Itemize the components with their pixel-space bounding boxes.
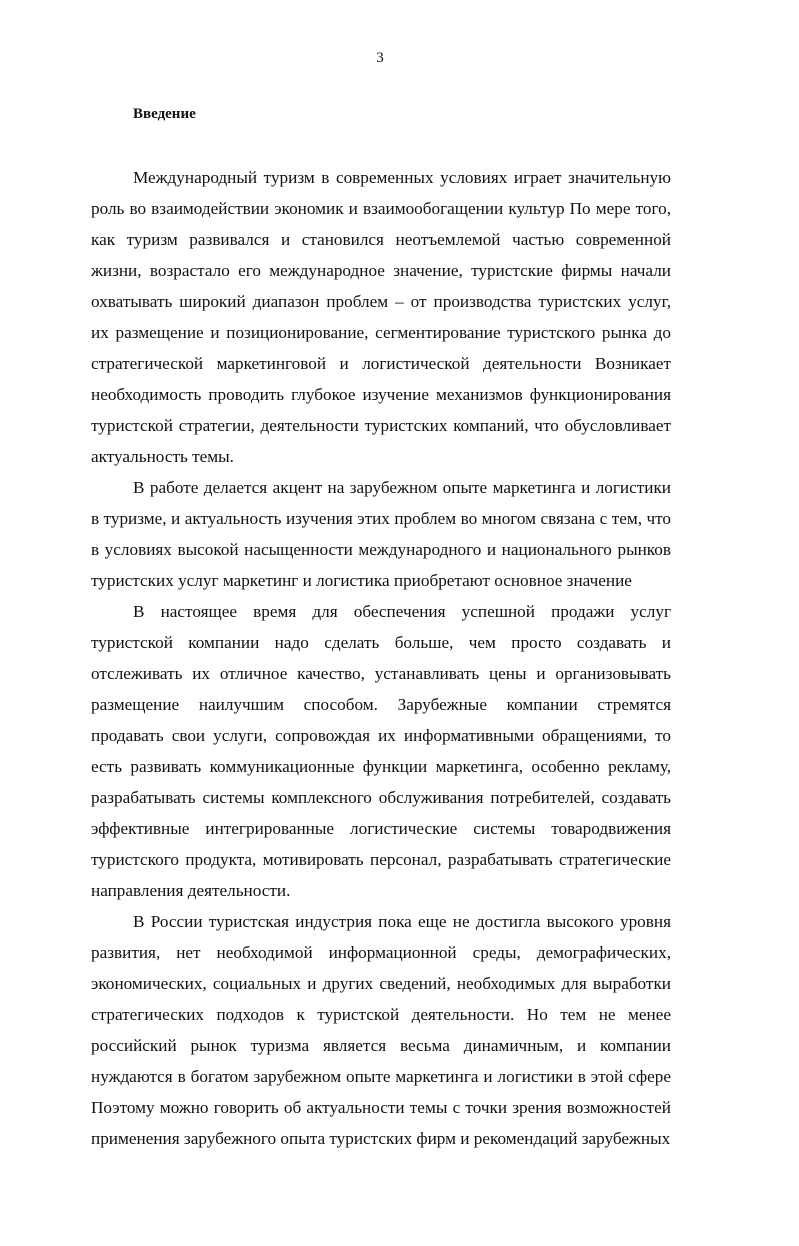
page-number: 3	[376, 50, 384, 66]
section-heading: Введение	[133, 106, 196, 122]
paragraph-2: В работе делается акцент на зарубежном опыте маркетинга и логистики в туризме, и актуальность изучения этих проблем во многом связана с тем, что в условиях высокой насыщенности международного и национального рынков туристских услуг маркетинг и логистика приобретают основное значение	[91, 478, 671, 590]
paragraph-3: В настоящее время для обеспечения успешной продажи услуг туристской компании надо сделать больше, чем просто создавать и отслеживать их отличное качество, устанавливать цены и организовывать размещение наилучшим способом. Зарубежные компании стремятся продавать свои услуги, сопровождая их информативными обращениями, то есть развивать коммуникационные функции маркетинга, особенно рекламу, разрабатывать системы комплексного обслуживания потребителей, создавать эффективные интегрированные логистические системы товародвижения туристского продукта, мотивировать персонал, разрабатывать стратегические направления деятельности.	[91, 602, 671, 900]
paragraph-4: В России туристская индустрия пока еще не достигла высокого уровня развития, нет необходимой информационной среды, демографических, экономических, социальных и других сведений, необходимых для выработки стратегических подходов к туристской деятельности. Но тем не менее российский рынок туризма является весьма динамичным, и компании нуждаются в богатом зарубежном опыте маркетинга и логистики в этой сфере Поэтому можно говорить об актуальности темы с точки зрения возможностей применения зарубежного опыта туристских фирм и рекомендаций зарубежных	[91, 912, 671, 1148]
paragraph-1: Международный туризм в современных условиях играет значительную роль во взаимодействии экономик и взаимообогащении культур По мере того, как туризм развивался и становился неотъемлемой частью современной жизни, возрастало его международное значение, туристские фирмы начали охватывать широкий диапазон проблем – от производства туристских услуг, их размещение и позиционирование, сегментирование туристского рынка до стратегической маркетинговой и логистической деятельности Возникает необходимость проводить глубокое изучение механизмов функционирования туристской стратегии, деятельности туристских компаний, что обусловливает актуальность темы.	[91, 168, 671, 466]
document-body	[91, 162, 671, 1154]
